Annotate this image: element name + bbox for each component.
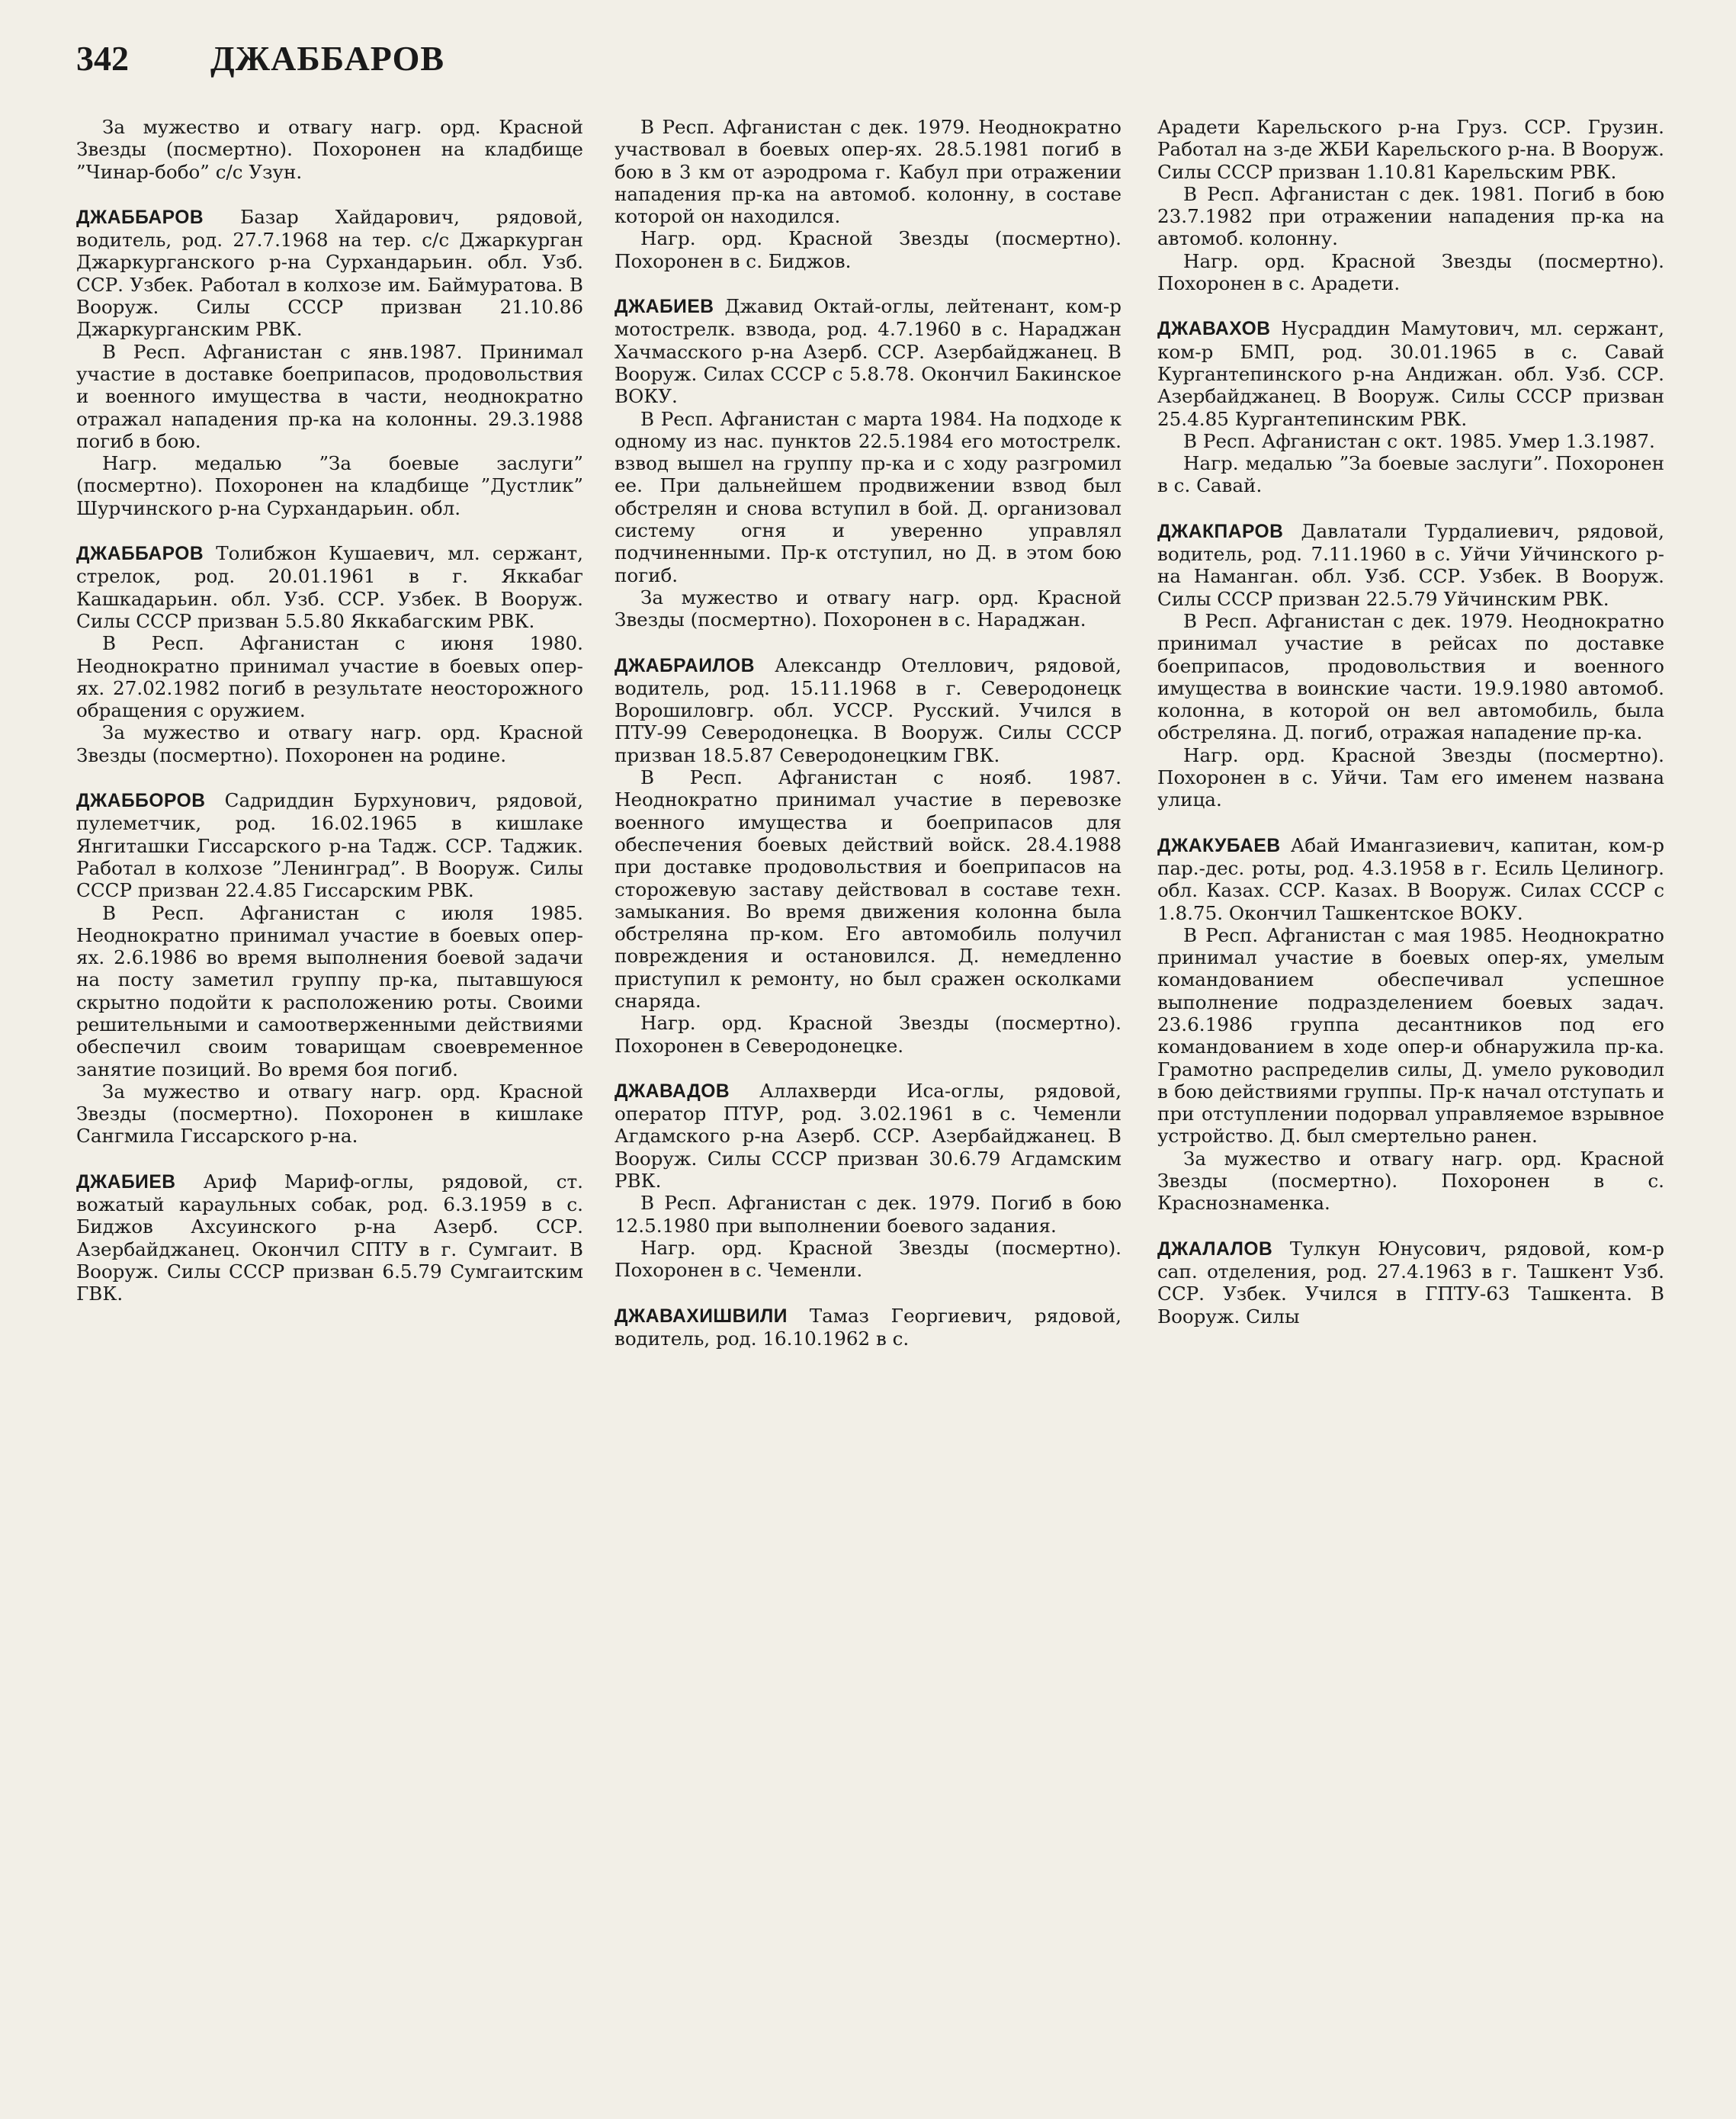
entry-name: ДЖАКУБАЕВ xyxy=(1157,835,1281,856)
entry-dzhabborov-sadriddin xyxy=(76,789,583,1148)
entry-name: ДЖАКПАРОВ xyxy=(1157,521,1284,542)
entry-first-paragraph: ДЖАББОРОВ Садриддин Бурхунович, рядовой, пулеметчик, род. 16.02.1965 в кишлаке Янгиташки Гиссарского р-на Тадж. ССР. Таджик. Работал в колхозе ”Ленинград”. В Вооруж. Силы СССР призван 22.4.85 Гиссарским РВК. xyxy=(76,789,583,902)
entry-award-paragraph: За мужество и отвагу нагр. орд. Красной Звезды (посмертно). Похоронен на родине. xyxy=(76,721,583,766)
entry-dzhakubaev-abai xyxy=(1157,834,1664,1215)
entry-first-paragraph: ДЖАВАХОВ Нусраддин Мамутович, мл. сержант, ком-р БМП, род. 30.01.1965 в с. Савай Кургантепинского р-на Андижан. обл. Узб. ССР. Азербайджанец. В Вооруж. Силы СССР призван 25.4.85 Кургантепинским РВК. xyxy=(1157,317,1664,430)
entry-name: ДЖАББАРОВ xyxy=(76,207,204,228)
entry-first-paragraph: ДЖАБРАИЛОВ Александр Отеллович, рядовой, водитель, род. 15.11.1968 в г. Северодонецк Ворошиловгр. обл. УССР. Русский. Учился в ПТУ-99 Северодонецка. В Вооруж. Силы СССР призван 18.5.87 Северодонецким ГВК. xyxy=(614,653,1122,766)
entry-name: ДЖАББАРОВ xyxy=(76,544,204,565)
entry-award-paragraph: Нагр. медалью ”За боевые заслуги” (посмертно). Похоронен на кладбище ”Дустлик” Шурчинского р-на Сурхандарьин. обл. xyxy=(76,452,583,519)
entry-dzhabrailov-aleksandr xyxy=(614,654,1122,1057)
entry-award-paragraph: За мужество и отвагу нагр. орд. Красной Звезды (посмертно). Похоронен в кишлаке Сангмила Гиссарского р-на. xyxy=(76,1080,583,1148)
continued-text: За мужество и отвагу нагр. орд. Красной Звезды (посмертно). Похоронен на кладбище ”Чинар-бобо” с/с Узун. xyxy=(76,116,583,183)
continued-text: Нагр. орд. Красной Звезды (посмертно). Похоронен в с. Биджов. xyxy=(614,227,1122,272)
entry-dzhabiev-dzhavid xyxy=(614,295,1122,631)
column-3 xyxy=(1157,116,1664,1328)
entry-service-paragraph: В Респ. Афганистан с марта 1984. На подходе к одному из нас. пунктов 22.5.1984 его мотострелк. взвод вышел на группу пр-ка и с ходу разгромил ее. При дальнейшем продвижении взвод был обстрелян и снова вступил в бой. Д. организовал систему огня и уверенно управлял подчиненными. Пр-к отступил, но Д. в этом бою погиб. xyxy=(614,407,1122,586)
continued-text: В Респ. Афганистан с дек. 1981. Погиб в бою 23.7.1982 при отражении нападения пр-ка на автомоб. колонну. xyxy=(1157,182,1664,250)
continued-text: Нагр. орд. Красной Звезды (посмертно). Похоронен в с. Арадети. xyxy=(1157,249,1664,295)
entry-service-paragraph: В Респ. Афганистан с янв.1987. Принимал участие в доставке боеприпасов, продовольствия и военного имущества в части, неоднократно отражал нападения пр-ка на колонны. 29.3.1988 погиб в бою. xyxy=(76,340,583,452)
entry-first-paragraph: ДЖАЛАЛОВ Тулкун Юнусович, рядовой, ком-р сап. отделения, род. 27.4.1963 в г. Ташкент Узб. ССР. Узбек. Учился в ГПТУ-63 Ташкента. В Вооруж. Силы xyxy=(1157,1237,1664,1328)
entry-dzhakparov-davlatali xyxy=(1157,520,1664,811)
entry-name: ДЖАБИЕВ xyxy=(614,297,714,318)
entry-dzhalalov-tulkun xyxy=(1157,1238,1664,1328)
entry-first-paragraph: ДЖАБИЕВ Ариф Мариф-оглы, рядовой, ст. вожатый караульных собак, род. 6.3.1959 в с. Биджов Ахсуинского р-на Азерб. ССР. Азербайджанец. Окончил СПТУ в г. Сумгаит. В Вооруж. Силы СССР призван 6.5.79 Сумгаитским ГВК. xyxy=(76,1170,583,1305)
page-header xyxy=(76,38,1677,99)
page-number: 342 xyxy=(76,39,129,78)
entry-name: ДЖАБРАИЛОВ xyxy=(614,655,756,676)
entry-dzhavakhov-nusraddin xyxy=(1157,317,1664,496)
entry-dzhavadov-allakhverdi xyxy=(614,1080,1122,1282)
entry-award-paragraph: Нагр. орд. Красной Звезды (посмертно). Похоронен в с. Чеменли. xyxy=(614,1236,1122,1282)
entry-award-paragraph: Нагр. медалью ”За боевые заслуги”. Похоронен в с. Савай. xyxy=(1157,452,1664,497)
entry-service-paragraph: В Респ. Афганистан с дек. 1979. Неоднократно принимал участие в рейсах по доставке боеприпасов, продовольствия и военного имущества в воинские части. 19.9.1980 автомоб. колонна, в которой он вел автомобиль, была обстреляна. Д. погиб, отражая нападение пр-ка. xyxy=(1157,609,1664,744)
entry-name: ДЖАББОРОВ xyxy=(76,791,206,812)
entry-first-paragraph: ДЖАВАХИШВИЛИ Тамаз Георгиевич, рядовой, водитель, род. 16.10.1962 в с. xyxy=(614,1304,1122,1350)
entry-first-paragraph: ДЖАВАДОВ Аллахверди Иса-оглы, рядовой, оператор ПТУР, род. 3.02.1961 в с. Чеменли Агдамского р-на Азерб. ССР. Азербайджанец. В Вооруж. Силы СССР призван 30.6.79 Агдамским РВК. xyxy=(614,1079,1122,1193)
entry-service-paragraph: В Респ. Афганистан с мая 1985. Неоднократно принимал участие в боевых опер-ях, умелым командованием обеспечивал успешное выполнение подразделением боевых задач. 23.6.1986 группа десантников под его командованием в ходе опер-и обнаружила пр-ка. Грамотно распределив силы, Д. умело руководил в бою действиями группы. Пр-к начал отступать и при отступлении подорвал управляемое взрывное устройство. Д. был смертельно ранен. xyxy=(1157,923,1664,1148)
entry-first-paragraph: ДЖАКПАРОВ Давлатали Турдалиевич, рядовой, водитель, род. 7.11.1960 в с. Уйчи Уйчинского р-на Наманган. обл. Узб. ССР. Узбек. В Вооруж. Силы СССР призван 22.5.79 Уйчинским РВК. xyxy=(1157,519,1664,610)
entry-service-paragraph: В Респ. Афганистан с нояб. 1987. Неоднократно принимал участие в перевозке военного имущества и боеприпасов для обеспечения боевых действий войск. 28.4.1988 при доставке продовольствия и боеприпасов на сторожевую заставу действовал в составе техн. замыкания. Во время движения колонна была обстреляна пр-ком. Его автомобиль получил повреждения и остановился. Д. немедленно приступил к ремонту, но был сражен осколками снаряда. xyxy=(614,766,1122,1012)
page-title: ДЖАББАРОВ xyxy=(210,39,445,78)
entry-dzhabbarov-tolibzhon xyxy=(76,542,583,766)
entry-name: ДЖАЛАЛОВ xyxy=(1157,1238,1273,1260)
entry-service-paragraph: В Респ. Афганистан с июля 1985. Неоднократно принимал участие в боевых опер-ях. 2.6.1986 во время выполнения боевой задачи на посту заметил группу пр-ка, пытавшуюся скрытно подойти к расположению роты. Своими решительными и самоотверженными действиями обеспечил своим товарищам своевременное занятие позиций. Во время боя погиб. xyxy=(76,901,583,1080)
entry-name: ДЖАВАХОВ xyxy=(1157,319,1271,340)
entry-name: ДЖАВАХИШВИЛИ xyxy=(614,1305,788,1327)
entry-service-paragraph: В Респ. Афганистан с дек. 1979. Погиб в бою 12.5.1980 при выполнении боевого задания. xyxy=(614,1192,1122,1237)
entry-name: ДЖАБИЕВ xyxy=(76,1171,176,1193)
entry-dzhabbarov-bazar xyxy=(76,206,583,519)
entry-first-paragraph: ДЖАББАРОВ Базар Хайдарович, рядовой, водитель, род. 27.7.1968 на тер. с/с Джаркурган Джаркурганского р-на Сурхандарьин. обл. Узб. ССР. Узбек. Работал в колхозе им. Баймуратова. В Вооруж. Силы СССР призван 21.10.86 Джаркурганским РВК. xyxy=(76,205,583,341)
entry-dzhabiev-arif xyxy=(76,1170,583,1305)
continued-text: Арадети Карельского р-на Груз. ССР. Грузин. Работал на з-де ЖБИ Карельского р-на. В Вооруж. Силы СССР призван 1.10.81 Карельским РВК. xyxy=(1157,116,1664,183)
entry-name: ДЖАВАДОВ xyxy=(614,1080,730,1102)
entry-dzhavakhishvili-tamaz xyxy=(614,1305,1122,1350)
entry-service-paragraph: В Респ. Афганистан с окт. 1985. Умер 1.3.1987. xyxy=(1183,429,1655,452)
entry-award-paragraph: За мужество и отвагу нагр. орд. Красной Звезды (посмертно). Похоронен в с. Нараджан. xyxy=(614,586,1122,631)
entry-first-paragraph: ДЖАКУБАЕВ Абай Имангазиевич, капитан, ком-р пар.-дес. роты, род. 4.3.1958 в г. Есиль Целиногр. обл. Казах. ССР. Казах. В Вооруж. Силах СССР с 1.8.75. Окончил Ташкентское ВОКУ. xyxy=(1157,833,1665,924)
entry-award-paragraph: Нагр. орд. Красной Звезды (посмертно). Похоронен в с. Уйчи. Там его именем названа улица. xyxy=(1157,743,1664,811)
continued-text: В Респ. Афганистан с дек. 1979. Неоднократно участвовал в боевых опер-ях. 28.5.1981 погиб в бою в 3 км от аэродрома г. Кабул при отражении нападения пр-ка на автомоб. колонну, в составе которой он находился. xyxy=(614,116,1122,228)
entry-first-paragraph: ДЖАББАРОВ Толибжон Кушаевич, мл. сержант, стрелок, род. 20.01.1961 в г. Яккабаг Кашкадарьин. обл. Узб. ССР. Узбек. В Вооруж. Силы СССР призван 5.5.80 Яккабагским РВК. xyxy=(76,542,583,632)
entry-award-paragraph: Нагр. орд. Красной Звезды (посмертно). Похоронен в Северодонецке. xyxy=(614,1012,1122,1057)
column-1 xyxy=(76,116,583,1305)
column-2 xyxy=(614,116,1122,1350)
entry-award-paragraph: За мужество и отвагу нагр. орд. Красной Звезды (посмертно). Похоронен в с. Краснознаменка. xyxy=(1157,1147,1664,1215)
entry-first-paragraph: ДЖАБИЕВ Джавид Октай-оглы, лейтенант, ком-р мотострелк. взвода, род. 4.7.1960 в с. Нараджан Хачмасского р-на Азерб. ССР. Азербайджанец. В Вооруж. Силах СССР с 5.8.78. Окончил Бакинское ВОКУ. xyxy=(614,295,1122,408)
entry-service-paragraph: В Респ. Афганистан с июня 1980. Неоднократно принимал участие в боевых опер-ях. 27.02.1982 погиб в результате неосторожного обращения с оружием. xyxy=(76,632,583,722)
